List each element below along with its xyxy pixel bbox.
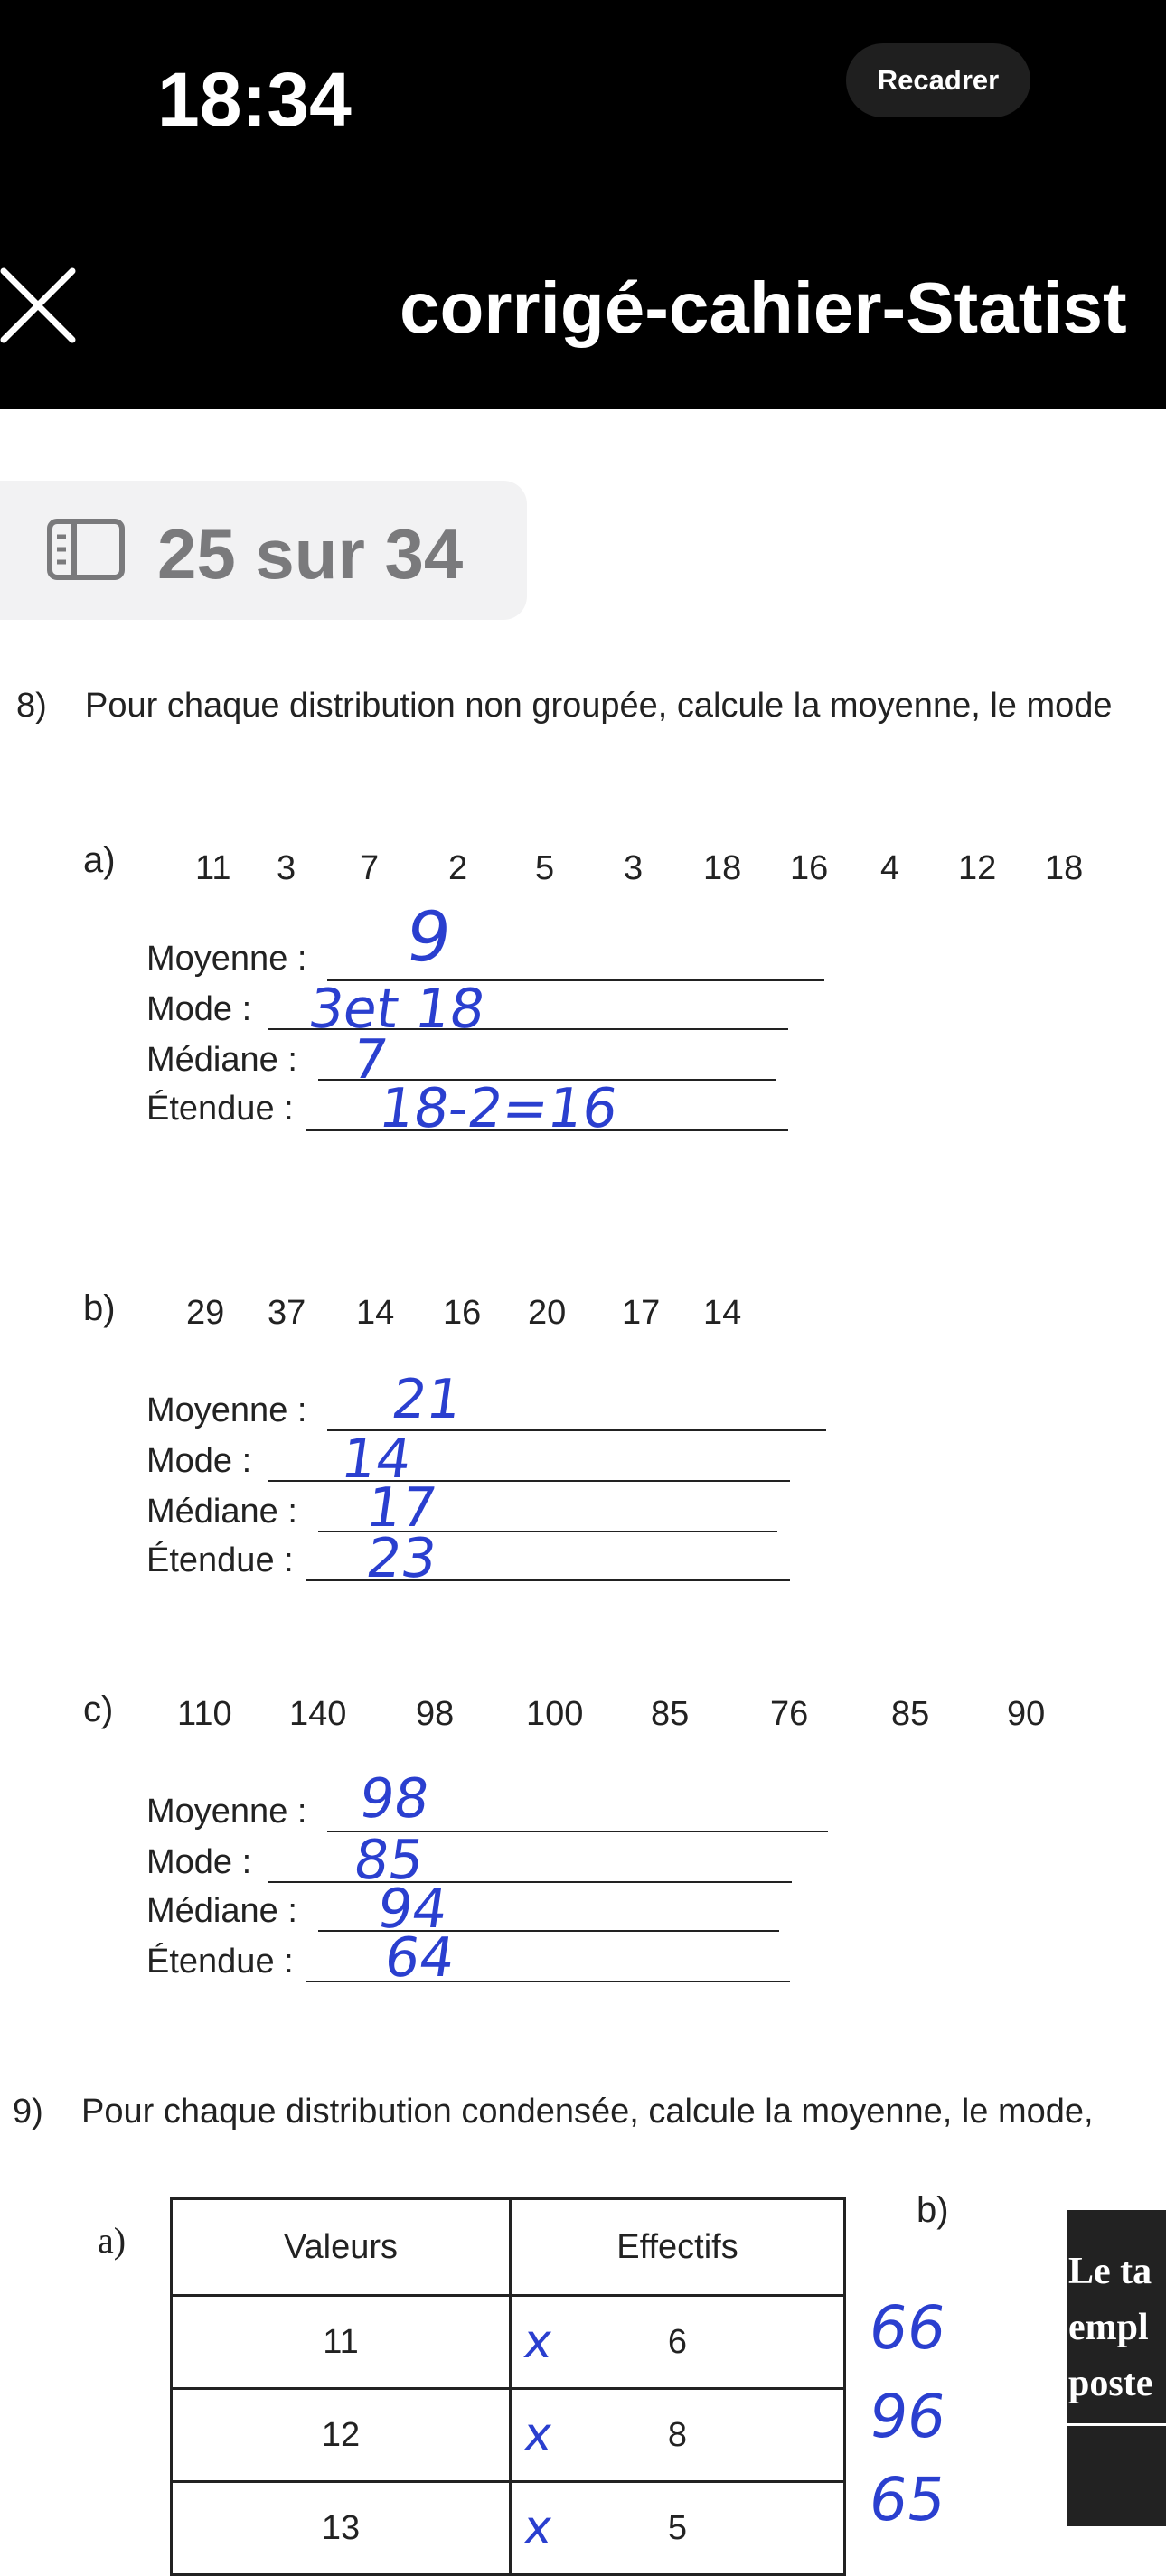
table-cell-effectif	[511, 2389, 845, 2482]
handwritten-answer: 98	[355, 1767, 434, 1831]
handwritten-answer: 64	[381, 1926, 459, 1990]
table-cell-valeur: 12	[172, 2389, 511, 2482]
table-cell-effectif	[511, 2482, 845, 2575]
value-item: 37	[268, 1294, 306, 1332]
value-item: 110	[177, 1695, 232, 1733]
value-item: 140	[289, 1695, 347, 1733]
mode-label: Mode :	[146, 1442, 252, 1480]
question-8-text: Pour chaque distribution non groupée, calcule la moyenne, le mode	[85, 687, 1113, 725]
value-item: 85	[651, 1695, 690, 1733]
status-time: 18:34	[157, 57, 352, 142]
handwritten-answer: 18-2=16	[375, 1077, 622, 1140]
moyenne-label: Moyenne :	[146, 1391, 307, 1429]
value-item: 2	[448, 849, 468, 887]
part-b-panel	[1067, 2210, 1166, 2526]
handwritten-mark: x	[520, 2408, 556, 2462]
handwritten-answer: 9	[400, 896, 456, 977]
value-item: 85	[891, 1695, 930, 1733]
mediane-label: Médiane :	[146, 1493, 297, 1531]
question-9-text: Pour chaque distribution condensée, calcule la moyenne, le mode,	[81, 2093, 1094, 2131]
answer-line	[306, 1981, 790, 1982]
part-a-letter: a)	[83, 840, 116, 880]
effectif-value: 6	[667, 2322, 688, 2361]
mediane-label: Médiane :	[146, 1041, 297, 1079]
value-item: 14	[356, 1294, 395, 1332]
value-item: 16	[790, 849, 829, 887]
moyenne-label: Moyenne :	[146, 1793, 307, 1831]
question-9-number: 9)	[13, 2093, 43, 2131]
panel-text-line: Le ta	[1068, 2251, 1152, 2292]
answer-line	[268, 1881, 792, 1883]
part-c-letter: c)	[83, 1690, 114, 1729]
column-header-effectifs: Effectifs	[511, 2199, 845, 2296]
value-item: 18	[703, 849, 742, 887]
etendue-label: Étendue :	[146, 1541, 294, 1579]
value-item: 18	[1045, 849, 1084, 887]
handwritten-answer: 85	[350, 1829, 428, 1892]
panel-text-line: poste	[1068, 2363, 1153, 2404]
handwritten-product: 65	[864, 2465, 951, 2534]
top-bar	[0, 0, 1166, 409]
value-item: 4	[880, 849, 900, 887]
value-item: 76	[770, 1695, 809, 1733]
handwritten-product: 66	[864, 2293, 951, 2363]
value-item: 12	[958, 849, 997, 887]
page-counter: 25 sur 34	[157, 514, 464, 594]
part-a-letter: a)	[98, 2220, 127, 2261]
handwritten-mark: x	[520, 2315, 556, 2369]
etendue-label: Étendue :	[146, 1090, 294, 1128]
value-item: 29	[186, 1294, 225, 1332]
handwritten-answer: 21	[388, 1368, 466, 1431]
handwritten-product: 96	[864, 2382, 951, 2451]
effectif-value: 8	[667, 2415, 688, 2454]
frequency-table	[170, 2197, 846, 2576]
table-header-row	[172, 2199, 845, 2296]
mode-label: Mode :	[146, 990, 252, 1028]
handwritten-answer: 3et 18	[305, 978, 489, 1041]
handwritten-answer: 14	[337, 1428, 416, 1491]
etendue-label: Étendue :	[146, 1943, 294, 1981]
handwritten-answer: 94	[373, 1878, 452, 1941]
value-item: 3	[277, 849, 296, 887]
value-item: 100	[526, 1695, 584, 1733]
mode-label: Mode :	[146, 1843, 252, 1881]
recadrer-button[interactable]: Recadrer	[846, 43, 1030, 117]
table-cell-effectif	[511, 2296, 845, 2389]
value-item: 14	[703, 1294, 742, 1332]
table-row	[172, 2389, 845, 2482]
handwritten-answer: 7	[348, 1028, 392, 1091]
mediane-label: Médiane :	[146, 1892, 297, 1930]
value-item: 11	[195, 849, 231, 887]
value-item: 16	[443, 1294, 482, 1332]
value-item: 20	[528, 1294, 567, 1332]
table-row	[172, 2482, 845, 2575]
panel-divider	[1067, 2423, 1166, 2426]
value-item: 5	[535, 849, 555, 887]
value-item: 98	[416, 1695, 455, 1733]
handwritten-answer: 17	[362, 1476, 441, 1540]
table-cell-valeur: 11	[172, 2296, 511, 2389]
close-icon[interactable]	[0, 267, 78, 345]
part-b-letter: b)	[917, 2190, 949, 2230]
handwritten-mark: x	[520, 2501, 556, 2555]
value-item: 90	[1007, 1695, 1046, 1733]
value-item: 3	[624, 849, 644, 887]
value-item: 17	[622, 1294, 661, 1332]
table-cell-valeur: 13	[172, 2482, 511, 2575]
column-header-valeurs: Valeurs	[172, 2199, 511, 2296]
sidebar-icon[interactable]	[47, 519, 125, 580]
document-title: corrigé-cahier-Statist	[400, 267, 1127, 348]
effectif-value: 5	[667, 2508, 688, 2547]
question-8-number: 8)	[16, 687, 47, 725]
table-row	[172, 2296, 845, 2389]
panel-text-line: empl	[1068, 2307, 1149, 2348]
part-b-letter: b)	[83, 1288, 116, 1328]
value-item: 7	[360, 849, 380, 887]
handwritten-answer: 23	[362, 1527, 441, 1590]
moyenne-label: Moyenne :	[146, 940, 307, 978]
